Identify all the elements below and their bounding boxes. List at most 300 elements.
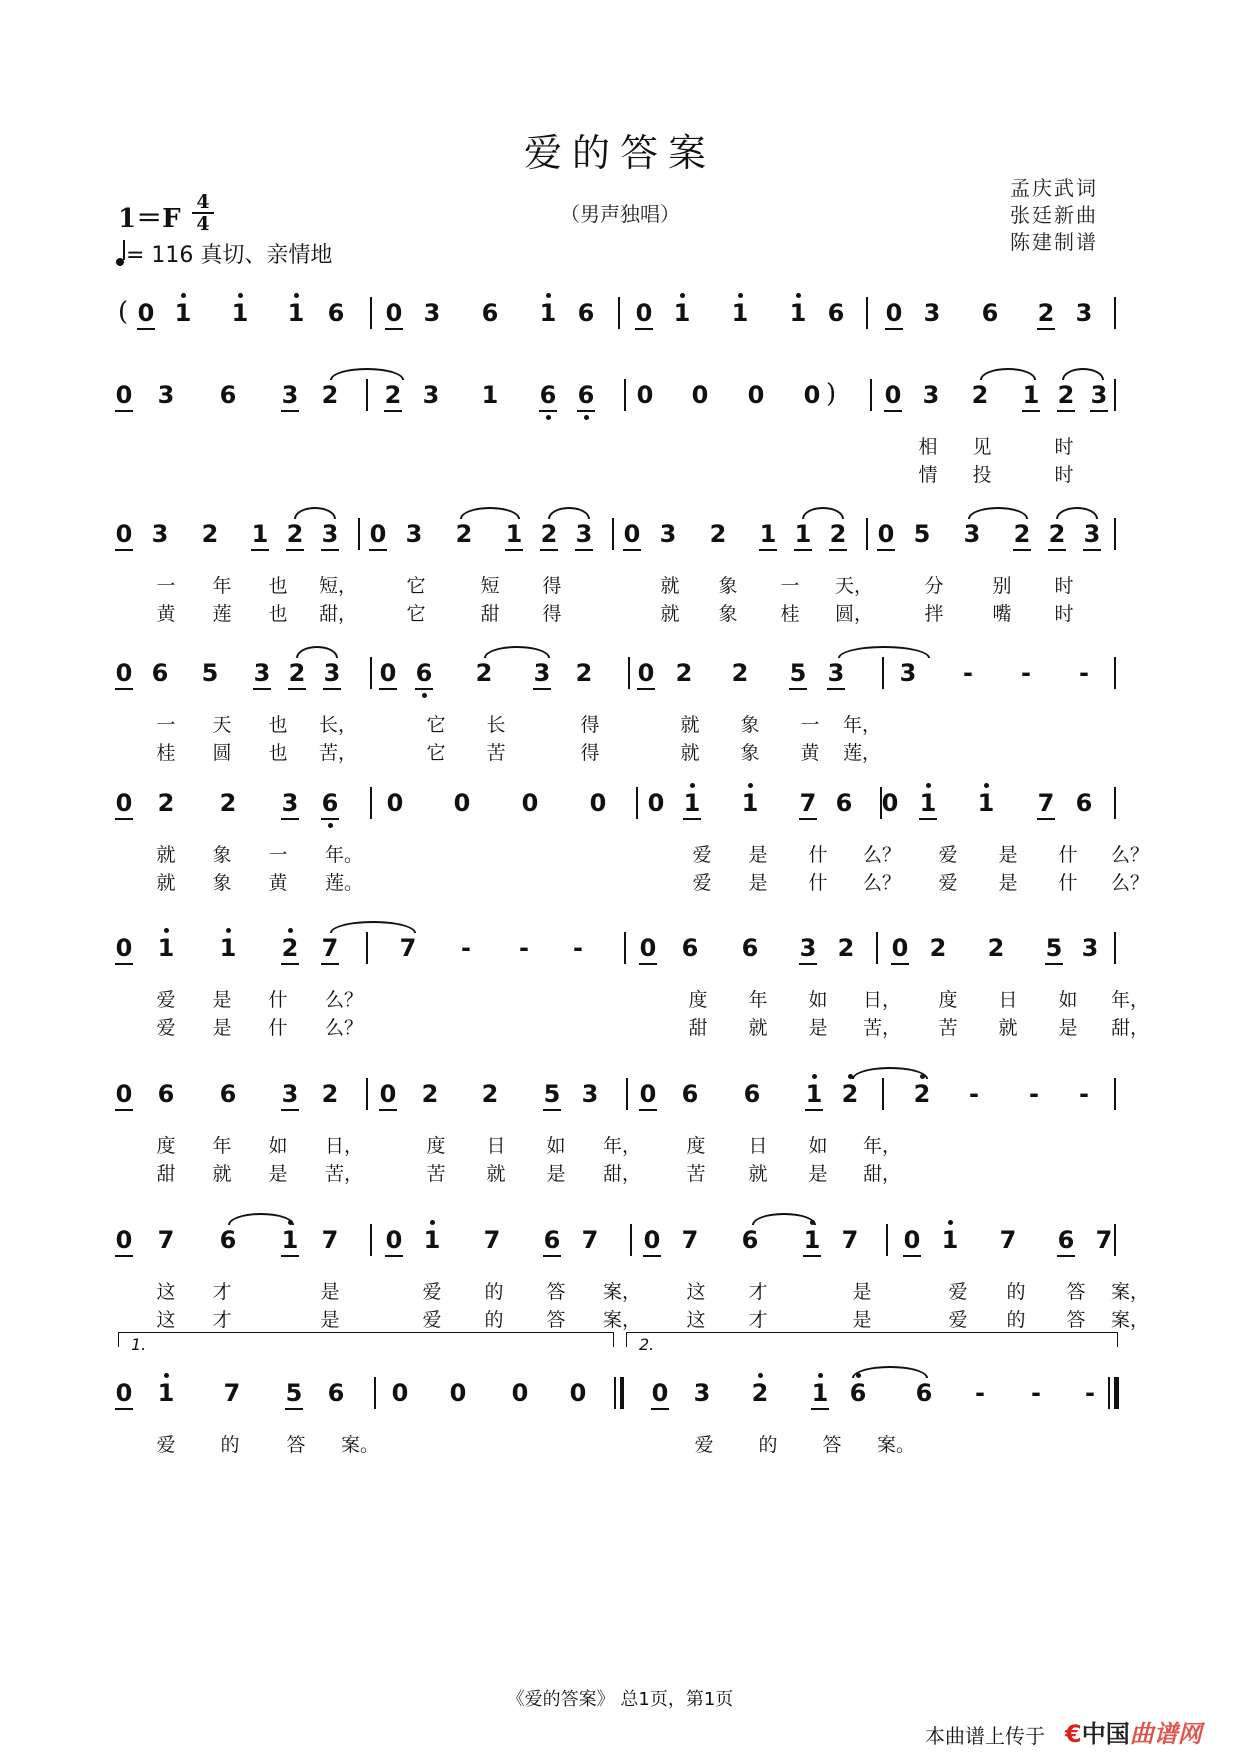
lyric-verse-2: 黄 (800, 742, 820, 764)
barline (1114, 932, 1116, 964)
barline (628, 657, 630, 689)
note-3: 3 (422, 381, 440, 409)
lyric-verse-2: 是 (212, 1017, 232, 1039)
note-3: 3 (323, 659, 341, 687)
underline-beam (1057, 1255, 1075, 1257)
note-0: 0 (647, 789, 665, 817)
lyric-verse-1: 日， (863, 989, 902, 1011)
note-0: 0 (115, 934, 133, 962)
lyric-verse-2: 苦 (426, 1163, 446, 1185)
underline-beam (637, 688, 655, 690)
octave-dot-high (796, 293, 801, 298)
note-1: 1 (423, 1226, 441, 1254)
lyric-verse-2: 么？ (1111, 872, 1150, 894)
note-7: 7 (321, 1226, 339, 1254)
lyric-verse-2: 黄 (156, 603, 176, 625)
barline (370, 1224, 372, 1256)
barline (866, 518, 868, 550)
note-0: 0 (115, 1080, 133, 1108)
lyric-verse-1: 年 (748, 989, 768, 1011)
lyric-verse-2: 桂 (156, 742, 176, 764)
underline-beam (281, 818, 299, 820)
octave-dot-low (584, 415, 589, 420)
lyric-verse-2: 什 (808, 872, 828, 894)
barline (1114, 1224, 1116, 1256)
note-dash: - (461, 934, 471, 962)
note-1: 1 (1022, 381, 1040, 409)
note-3: 3 (157, 381, 175, 409)
lyric-verse-1: 的 (484, 1281, 504, 1303)
barline (880, 787, 882, 819)
underline-beam (1045, 963, 1063, 965)
note-3: 3 (963, 520, 981, 548)
lyric-verse-1: 象 (718, 575, 738, 597)
underline-beam (115, 963, 133, 965)
note-1: 1 (673, 299, 691, 327)
note-dash: - (963, 659, 973, 687)
underline-beam (885, 328, 903, 330)
note-0: 0 (891, 934, 909, 962)
lyric-verse-1: 这 (156, 1281, 176, 1303)
note-0: 0 (115, 381, 133, 409)
lyric-verse-2: 么？ (863, 872, 902, 894)
octave-dot-high (812, 1074, 817, 1079)
barline (882, 1078, 884, 1110)
lyric-verse-2: 甜 (688, 1017, 708, 1039)
note-dash: - (519, 934, 529, 962)
underline-beam (1048, 549, 1066, 551)
lyric-verse-2: 么？ (325, 1017, 364, 1039)
lyric-verse-2: 的 (1006, 1309, 1026, 1331)
lyric-verse-1: 天 (212, 714, 232, 736)
lyric-verse-2: 爱 (692, 872, 712, 894)
barline (876, 932, 878, 964)
note-6: 6 (327, 1379, 345, 1407)
lyric-verse-1: 相 (918, 436, 938, 458)
lyric-verse-1: 年 (212, 575, 232, 597)
note-dash: - (1029, 1080, 1039, 1108)
barline (630, 1224, 632, 1256)
note-0: 0 (391, 1379, 409, 1407)
lyric-verse-1: 时 (1054, 436, 1074, 458)
note-1: 1 (731, 299, 749, 327)
note-2: 2 (913, 1080, 931, 1108)
note-7: 7 (581, 1226, 599, 1254)
note-0: 0 (379, 1080, 397, 1108)
underline-beam (543, 1255, 561, 1257)
note-0: 0 (115, 789, 133, 817)
underline-beam (505, 549, 523, 551)
lyric-verse-2: 也 (268, 742, 288, 764)
lyric-verse-1: 案， (1111, 1281, 1150, 1303)
note-3: 3 (693, 1379, 711, 1407)
lyric-verse-2: 就 (680, 742, 700, 764)
underline-beam (683, 818, 701, 820)
note-0: 0 (636, 381, 654, 409)
underline-beam (543, 1109, 561, 1111)
barline (636, 787, 638, 819)
key-signature: 1＝F (118, 204, 181, 234)
lyric-verse-1: 是 (852, 1281, 872, 1303)
octave-dot-high (680, 293, 685, 298)
note-1: 1 (231, 299, 249, 327)
lyric-verse-1: 爱 (692, 844, 712, 866)
lyric-verse-1: 度 (156, 1135, 176, 1157)
underline-beam (281, 963, 299, 965)
note-2: 2 (1037, 299, 1055, 327)
note-dash: - (1021, 659, 1031, 687)
note-2: 2 (455, 520, 473, 548)
underline-beam (415, 688, 433, 690)
barline (366, 1078, 368, 1110)
lyric-verse-2: 爱 (156, 1017, 176, 1039)
barline (612, 518, 614, 550)
lyric-verse-2: 情 (918, 464, 938, 486)
note-6: 6 (681, 1080, 699, 1108)
lyric-verse-2: 甜， (1111, 1017, 1150, 1039)
note-1: 1 (505, 520, 523, 548)
lyric-verse-1: 它 (406, 575, 426, 597)
lyric-verse-2: 是 (268, 1163, 288, 1185)
lyric-verse-2: 就 (748, 1163, 768, 1185)
note-3: 3 (281, 789, 299, 817)
lyric-verse-2: 莲 (212, 603, 232, 625)
repeat-barline-thick (620, 1377, 624, 1409)
note-2: 2 (286, 520, 304, 548)
note-3: 3 (321, 520, 339, 548)
lyric-verse-1: 日 (748, 1135, 768, 1157)
lyric-verse-2: 就 (156, 872, 176, 894)
lyric-verse-2: 这 (156, 1309, 176, 1331)
lyric-verse-1: 得 (580, 714, 600, 736)
lyric-verse-1: 见 (972, 436, 992, 458)
note-3: 3 (1075, 299, 1093, 327)
underline-beam (321, 549, 339, 551)
octave-dot-high (238, 293, 243, 298)
lyric-verse-1: 什 (1058, 844, 1078, 866)
note-6: 6 (577, 299, 595, 327)
note-0: 0 (115, 1379, 133, 1407)
note-6: 6 (321, 789, 339, 817)
note-dash: - (573, 934, 583, 962)
lyric-verse-1: 才 (748, 1281, 768, 1303)
lyric-verse-1: 一 (156, 575, 176, 597)
lyric-verse-1: 案。 (877, 1434, 916, 1456)
lyric-verse-2: 莲。 (325, 872, 364, 894)
tie-slur (330, 921, 416, 933)
note-0: 0 (137, 299, 155, 327)
octave-dot-high (690, 783, 695, 788)
tie-slur (980, 368, 1036, 380)
lyric-verse-2: 就 (660, 603, 680, 625)
underline-beam (379, 1109, 397, 1111)
note-2: 2 (1013, 520, 1031, 548)
lyric-verse-1: 也 (268, 575, 288, 597)
lyric-verse-2: 桂 (780, 603, 800, 625)
underline-beam (811, 1408, 829, 1410)
tempo-text: = 116 真切、亲情地 (126, 243, 333, 268)
underline-beam (285, 1408, 303, 1410)
octave-dot-high (984, 783, 989, 788)
lyric-verse-1: 么？ (863, 844, 902, 866)
lyric-verse-1: 它 (426, 714, 446, 736)
lyric-verse-2: 这 (686, 1309, 706, 1331)
note-2: 2 (157, 789, 175, 817)
lyric-verse-1: 也 (268, 714, 288, 736)
lyric-verse-1: 的 (1006, 1281, 1026, 1303)
note-2: 2 (201, 520, 219, 548)
underline-beam (1090, 410, 1108, 412)
underline-beam (639, 1109, 657, 1111)
tie-slur (752, 1213, 816, 1225)
note-2: 2 (219, 789, 237, 817)
note-5: 5 (543, 1080, 561, 1108)
note-1: 1 (287, 299, 305, 327)
tie-slur (852, 1366, 928, 1378)
note-5: 5 (913, 520, 931, 548)
lyric-verse-1: 年 (212, 1135, 232, 1157)
lyric-verse-1: 如 (546, 1135, 566, 1157)
underline-beam (577, 410, 595, 412)
note-dash: - (975, 1379, 985, 1407)
underline-beam (829, 549, 847, 551)
note-3: 3 (575, 520, 593, 548)
barline (370, 787, 372, 819)
underline-beam (651, 1408, 669, 1410)
volta-first-ending (118, 1332, 614, 1354)
tie-slur (1062, 368, 1104, 380)
song-title: 爱的答案 (523, 131, 716, 175)
note-0: 0 (369, 520, 387, 548)
barline (624, 379, 626, 411)
lyric-verse-2: 就 (212, 1163, 232, 1185)
note-6: 6 (481, 299, 499, 327)
note-0: 0 (386, 789, 404, 817)
underline-beam (384, 410, 402, 412)
lyric-verse-2: 圆， (835, 603, 874, 625)
lyric-verse-2: 苦， (863, 1017, 902, 1039)
note-7: 7 (157, 1226, 175, 1254)
barline (624, 932, 626, 964)
note-0: 0 (521, 789, 539, 817)
octave-dot-high (758, 1373, 763, 1378)
octave-dot-low (546, 415, 551, 420)
note-2: 2 (481, 1080, 499, 1108)
note-6: 6 (915, 1379, 933, 1407)
note-0: 0 (385, 299, 403, 327)
note-0: 0 (635, 299, 653, 327)
underline-beam (891, 963, 909, 965)
underline-beam (799, 963, 817, 965)
note-6: 6 (577, 381, 595, 409)
underline-beam (115, 1408, 133, 1410)
underline-beam (115, 688, 133, 690)
note-3: 3 (827, 659, 845, 687)
note-3: 3 (405, 520, 423, 548)
underline-beam (789, 688, 807, 690)
note-5: 5 (285, 1379, 303, 1407)
lyric-verse-2: 苦 (686, 1163, 706, 1185)
composer-credit: 张廷新曲 (1010, 203, 1098, 227)
time-bottom: 4 (196, 213, 210, 235)
underline-beam (115, 549, 133, 551)
note-7: 7 (999, 1226, 1017, 1254)
lyric-verse-1: 时 (1054, 575, 1074, 597)
note-2: 2 (751, 1379, 769, 1407)
note-2: 2 (829, 520, 847, 548)
lyric-verse-1: 年， (843, 714, 882, 736)
lyric-verse-2: 案， (603, 1309, 642, 1331)
note-6: 6 (219, 381, 237, 409)
octave-dot-high (164, 1373, 169, 1378)
note-3: 3 (922, 381, 940, 409)
subtitle: （男声独唱） (560, 202, 680, 226)
barline (866, 297, 868, 329)
note-2: 2 (475, 659, 493, 687)
tie-slur (968, 507, 1028, 519)
underline-beam (281, 1255, 299, 1257)
underline-beam (115, 410, 133, 412)
lyric-verse-2: 甜， (863, 1163, 902, 1185)
underline-beam (575, 549, 593, 551)
note-dash: - (1079, 659, 1089, 687)
lyric-verse-2: 黄 (268, 872, 288, 894)
note-2: 2 (929, 934, 947, 962)
note-3: 3 (423, 299, 441, 327)
octave-dot-low (328, 823, 333, 828)
note-3: 3 (581, 1080, 599, 1108)
note-0: 0 (691, 381, 709, 409)
underline-beam (540, 549, 558, 551)
barline (1114, 297, 1116, 329)
lyric-verse-2: 莲， (843, 742, 882, 764)
note-1: 1 (281, 1226, 299, 1254)
underline-beam (288, 688, 306, 690)
note-5: 5 (201, 659, 219, 687)
note-1: 1 (789, 299, 807, 327)
tie-slur (484, 646, 550, 658)
barline (366, 932, 368, 964)
underline-beam (321, 963, 339, 965)
underline-beam (877, 549, 895, 551)
note-0: 0 (115, 520, 133, 548)
lyric-verse-1: 度 (938, 989, 958, 1011)
lyric-verse-1: 如 (808, 1135, 828, 1157)
lyric-verse-2: 是 (1058, 1017, 1078, 1039)
lyric-verse-2: 苦 (938, 1017, 958, 1039)
lyric-verse-1: 就 (156, 844, 176, 866)
octave-dot-high (294, 293, 299, 298)
octave-dot-high (948, 1220, 953, 1225)
note-3: 3 (1081, 934, 1099, 962)
underline-beam (805, 1109, 823, 1111)
note-dash: - (1031, 1379, 1041, 1407)
note-6: 6 (1057, 1226, 1075, 1254)
time-top: 4 (196, 191, 210, 213)
lyric-verse-1: 是 (212, 989, 232, 1011)
underline-beam (137, 328, 155, 330)
lyric-verse-2: 它 (406, 603, 426, 625)
lyric-verse-1: 一 (780, 575, 800, 597)
lyricist-credit: 孟庆武词 (1010, 176, 1098, 200)
note-2: 2 (575, 659, 593, 687)
underline-beam (643, 1255, 661, 1257)
lyric-verse-1: 答 (546, 1281, 566, 1303)
note-6: 6 (741, 934, 759, 962)
underline-beam (115, 1255, 133, 1257)
parenthesis: ( (118, 297, 129, 327)
lyric-verse-2: 案， (1111, 1309, 1150, 1331)
lyric-verse-1: 的 (758, 1434, 778, 1456)
note-3: 3 (1090, 381, 1108, 409)
note-7: 7 (223, 1379, 241, 1407)
note-6: 6 (681, 934, 699, 962)
barline (366, 379, 368, 411)
underline-beam (639, 963, 657, 965)
barline (1114, 379, 1116, 411)
note-3: 3 (899, 659, 917, 687)
barline (626, 1078, 628, 1110)
note-6: 6 (981, 299, 999, 327)
note-0: 0 (385, 1226, 403, 1254)
lyric-verse-1: 年， (863, 1135, 902, 1157)
lyric-verse-1: 就 (680, 714, 700, 736)
note-6: 6 (827, 299, 845, 327)
lyric-verse-1: 如 (1058, 989, 1078, 1011)
barline (358, 518, 360, 550)
tie-slur (228, 1213, 294, 1225)
octave-dot-high (738, 293, 743, 298)
lyric-verse-2: 也 (268, 603, 288, 625)
note-2: 2 (731, 659, 749, 687)
underline-beam (321, 818, 339, 820)
octave-dot-high (181, 293, 186, 298)
lyric-verse-1: 度 (688, 989, 708, 1011)
parenthesis: ) (826, 379, 837, 409)
lyric-verse-2: 得 (542, 603, 562, 625)
note-1: 1 (174, 299, 192, 327)
site-logo: €中国曲谱网 (1065, 1720, 1202, 1748)
tie-slur (852, 1067, 928, 1079)
tie-slur (1056, 507, 1098, 519)
time-signature (192, 193, 214, 233)
tie-slur (802, 507, 844, 519)
underline-beam (253, 688, 271, 690)
logo-text-b: 曲谱网 (1129, 1720, 1202, 1748)
lyric-verse-1: 的 (220, 1434, 240, 1456)
note-1: 1 (481, 381, 499, 409)
underline-beam (1013, 549, 1031, 551)
octave-dot-high (818, 1373, 823, 1378)
volta-label: 2. (639, 1335, 655, 1354)
note-6: 6 (219, 1080, 237, 1108)
note-dash: - (969, 1080, 979, 1108)
lyric-verse-2: 苦 (486, 742, 506, 764)
tempo-marking (116, 238, 332, 269)
barline (1114, 1078, 1116, 1110)
note-6: 6 (539, 381, 557, 409)
underline-beam (799, 818, 817, 820)
barline (886, 1224, 888, 1256)
note-0: 0 (637, 659, 655, 687)
lyric-verse-2: 象 (212, 872, 232, 894)
lyric-verse-1: 爱 (938, 844, 958, 866)
underline-beam (533, 688, 551, 690)
note-1: 1 (251, 520, 269, 548)
note-1: 1 (941, 1226, 959, 1254)
lyric-verse-2: 是 (808, 1017, 828, 1039)
lyric-verse-2: 什 (268, 1017, 288, 1039)
